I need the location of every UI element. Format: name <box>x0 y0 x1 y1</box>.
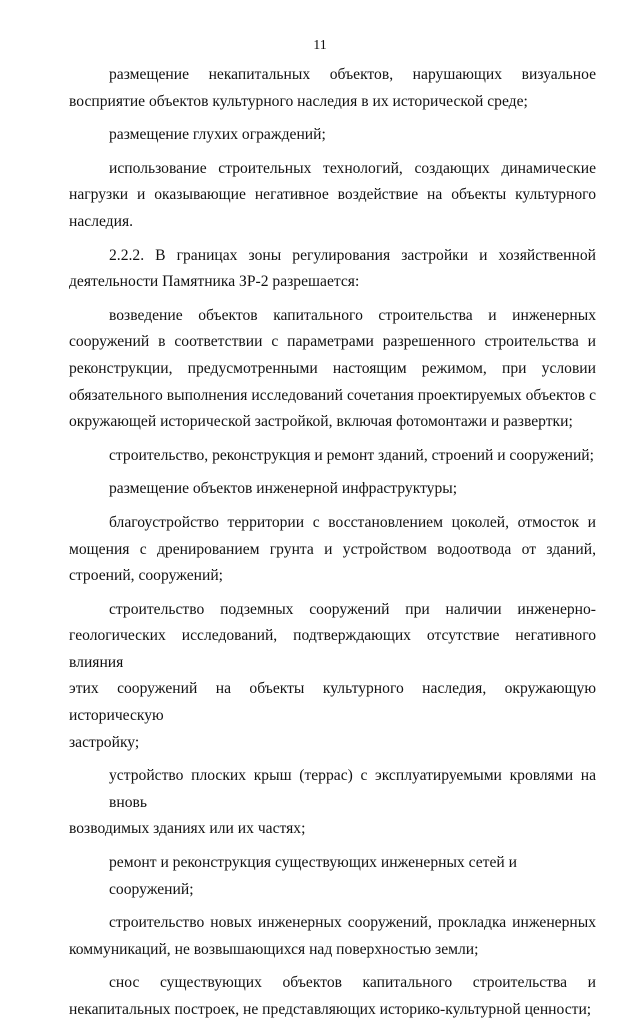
paragraph-4 <box>69 303 596 436</box>
paragraph-line: размещение объектов инженерной инфраструктуры; <box>109 480 458 498</box>
paragraph-6 <box>69 476 596 503</box>
paragraph-line: геологических исследований, подтверждающих отсутствие негативного влияния <box>69 627 596 671</box>
paragraph-line: окружающей исторической застройкой, включая фотомонтажи и развертки; <box>69 413 573 431</box>
paragraph-line: деятельности Памятника ЗР-2 разрешается: <box>69 273 360 291</box>
paragraph-line: возводимых зданиях или их частях; <box>69 820 306 838</box>
paragraph-line: размещение некапитальных объектов, нарушающих визуальное <box>109 66 596 83</box>
paragraph-line: сооружений в соответствии с параметрами разрешенного строительства и <box>69 333 596 351</box>
paragraph-7 <box>69 510 596 590</box>
paragraph-0 <box>69 62 596 115</box>
paragraph-line: строительство новых инженерных сооружений, прокладка инженерных <box>109 914 596 932</box>
paragraph-8 <box>69 597 596 757</box>
paragraph-line: восприятие объектов культурного наследия в их исторической среде; <box>69 92 528 110</box>
paragraph-line: наследия. <box>69 212 134 230</box>
paragraph-line: размещение глухих ограждений; <box>109 126 326 144</box>
paragraph-line: застройку; <box>69 733 140 751</box>
paragraph-line: некапитальных построек, не представляющих историко-культурной ценности; <box>69 1001 592 1018</box>
paragraph-line: использование строительных технологий, создающих динамические <box>109 159 596 177</box>
paragraph-line: строительство подземных сооружений при наличии инженерно- <box>109 600 596 618</box>
paragraph-line: снос существующих объектов капитального строительства и <box>109 974 596 992</box>
paragraph-line: ремонт и реконструкция существующих инженерных сетей и сооружений; <box>109 854 517 898</box>
page-number: 11 <box>313 38 327 53</box>
paragraph-line: строений, сооружений; <box>69 567 224 585</box>
paragraph-line: строительство, реконструкция и ремонт зданий, строений и сооружений; <box>109 446 594 464</box>
paragraph-line: реконструкции, предусмотренными настоящим режимом, при условии <box>69 359 596 377</box>
paragraph-12 <box>69 970 596 1023</box>
paragraph-line: благоустройство территории с восстановлением цоколей, отмосток и <box>109 513 596 531</box>
paragraph-11 <box>69 910 596 963</box>
paragraph-9 <box>69 763 596 843</box>
paragraph-line: мощения с дренированием грунта и устройством водоотвода от зданий, <box>69 540 596 558</box>
paragraph-5 <box>69 443 596 470</box>
paragraph-line: коммуникаций, не возвышающихся над поверхностью земли; <box>69 940 479 958</box>
paragraph-line: возведение объектов капитального строительства и инженерных <box>109 306 596 324</box>
paragraph-line: 2.2.2. В границах зоны регулирования застройки и хозяйственной <box>109 246 596 264</box>
paragraph-line: устройство плоских крыш (террас) с эксплуатируемыми кровлями на вновь <box>109 767 596 811</box>
paragraph-10 <box>69 850 596 903</box>
paragraph-line: обязательного выполнения исследований сочетания проектируемых объектов с <box>69 386 596 404</box>
document-body <box>69 62 596 1031</box>
paragraph-2 <box>69 156 596 236</box>
paragraph-line: нагрузки и оказывающие негативное воздействие на объекты культурного <box>69 186 596 204</box>
paragraph-line: этих сооружений на объекты культурного наследия, окружающую историческую <box>69 680 596 725</box>
paragraph-1 <box>69 122 596 149</box>
paragraph-3 <box>69 243 596 296</box>
